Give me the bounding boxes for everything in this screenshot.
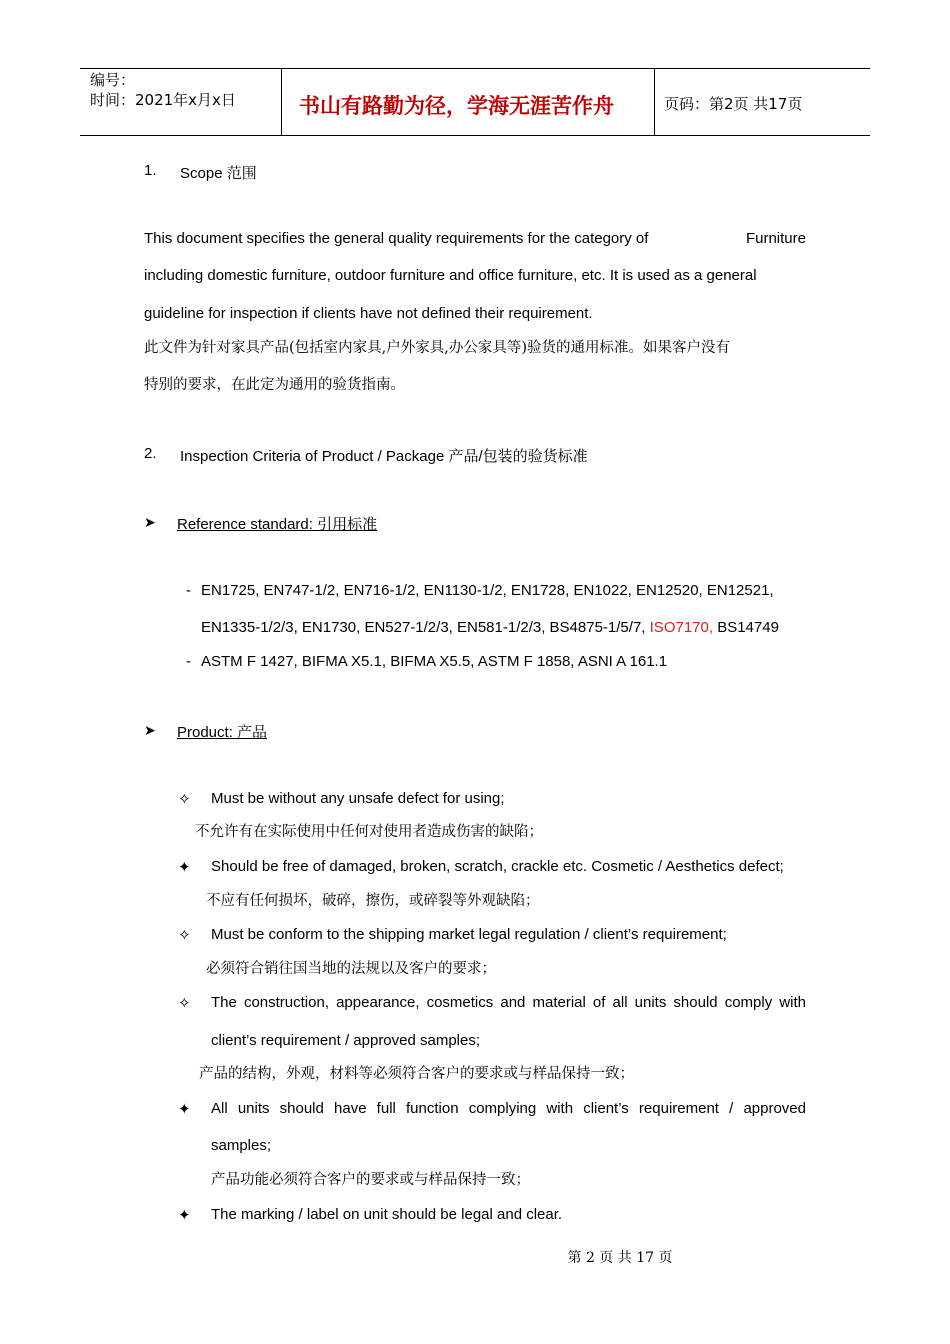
page-footer: 第 2 页 共 17 页	[567, 1250, 673, 1266]
reference-line-2	[201, 619, 779, 636]
product-item-4-cn: 产品的结构，外观，材料等必须符合客户的要求或与样品保持一致；	[199, 1066, 634, 1082]
scope-text-1: This document specifies the general quality requirements for the category of	[144, 230, 649, 247]
product-title: Product: 产品	[177, 724, 268, 741]
product-item-4-en-line-1: The construction, appearance, cosmetics and material of all units should comply with	[211, 994, 806, 1011]
header-divider-left	[281, 68, 282, 136]
product-item-1-cn: 不允许有在实际使用中任何对使用者造成伤害的缺陷；	[195, 824, 543, 840]
reference-line-2-part-a: EN1335-1/2/3, EN1730, EN527-1/2/3, EN581-1/2/3, BS4875-1/5/7,	[201, 619, 646, 636]
doc-number-label: 编号：	[90, 71, 136, 89]
reference-line-1: EN1725, EN747-1/2, EN716-1/2, EN1130-1/2, EN1728, EN1022, EN12520, EN12521,	[201, 582, 774, 599]
arrow-bullet-icon: ➤	[144, 722, 156, 738]
date-label: 时间：2021年x月x日	[90, 91, 236, 109]
product-item-5-cn: 产品功能必须符合客户的要求或与样品保持一致；	[211, 1172, 530, 1188]
diamond-star-icon: ✧	[178, 995, 191, 1012]
furniture-keyword: Furniture	[745, 230, 806, 247]
product-item-5-en-line-2: samples;	[211, 1137, 272, 1154]
arrow-bullet-icon: ➤	[144, 514, 156, 530]
section-1-number: 1.	[144, 162, 157, 179]
reference-iso7170: ISO7170,	[649, 619, 714, 636]
scope-paragraph-line-3: guideline for inspection if clients have not defined their requirement.	[144, 305, 593, 322]
product-item-2-cn: 不应有任何损坏，破碎，擦伤，或碎裂等外观缺陷；	[206, 893, 540, 909]
diamond-star-icon: ✦	[178, 1101, 191, 1118]
header-top-border	[80, 68, 870, 69]
reference-line-3: ASTM F 1427, BIFMA X5.1, BIFMA X5.5, ASTM F 1858, ASNI A 161.1	[201, 653, 668, 670]
reference-line-2-part-c: BS14749	[717, 619, 779, 636]
header-motto: 书山有路勤为径，学海无涯苦作舟	[299, 94, 614, 118]
diamond-star-icon: ✦	[178, 1207, 191, 1224]
product-item-6-en: The marking / label on unit should be legal and clear.	[211, 1206, 563, 1223]
product-item-2-en: Should be free of damaged, broken, scratch, crackle etc. Cosmetic / Aesthetics defect;	[211, 858, 784, 875]
diamond-star-icon: ✧	[178, 927, 191, 944]
dash-bullet: -	[186, 653, 191, 670]
scope-paragraph-line-1	[144, 220, 806, 257]
section-2-number: 2.	[144, 445, 157, 462]
dash-bullet: -	[186, 582, 191, 599]
product-item-5-en-line-1: All units should have full function complying with client’s requirement / approved	[211, 1100, 806, 1117]
diamond-star-icon: ✧	[178, 791, 191, 808]
section-1-title: Scope 范围	[180, 165, 257, 182]
scope-paragraph-line-2: including domestic furniture, outdoor furniture and office furniture, etc. It is used as a general	[144, 267, 757, 284]
section-2-title: Inspection Criteria of Product / Package 产品/包装的验货标准	[180, 448, 588, 465]
page-indicator: 页码：第2页 共17页	[664, 95, 803, 113]
product-item-3-en: Must be conform to the shipping market legal regulation / client’s requirement;	[211, 926, 727, 943]
product-item-1-en: Must be without any unsafe defect for using;	[211, 790, 505, 807]
product-item-4-en-line-2: client’s requirement / approved samples;	[211, 1032, 481, 1049]
scope-cn-line-1: 此文件为针对家具产品(包括室内家具,户外家具,办公家具等)验货的通用标准。如果客户没有	[144, 340, 731, 356]
reference-standard-title: Reference standard: 引用标准	[177, 516, 378, 533]
scope-cn-line-2: 特别的要求，在此定为通用的验货指南。	[144, 377, 405, 393]
header-divider-right	[654, 68, 655, 136]
header-bottom-border	[80, 135, 870, 136]
product-item-3-cn: 必须符合销往国当地的法规以及客户的要求；	[206, 961, 496, 977]
diamond-star-icon: ✦	[178, 859, 191, 876]
